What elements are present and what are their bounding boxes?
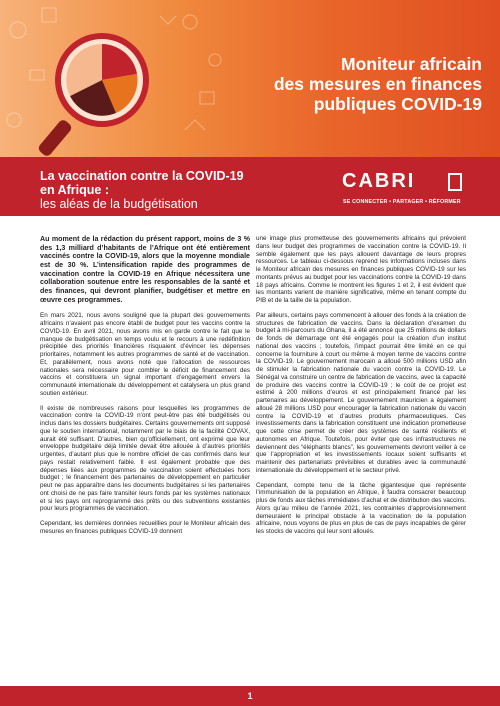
article-title-line-1: La vaccination contre la COVID-19: [40, 169, 244, 183]
article-title: [40, 169, 290, 197]
paragraph-6: Cependant, compte tenu de la tâche gigantesque que représente l’immunisation de la population en Afrique, il faudra consacrer beaucoup plus de fonds aux tâches immédiates d’achat et de distribution des vaccins. Alors qu’au milieu de l’année 2021, les contraintes d’approvisionnement demeuraient le principal obstacle à la vaccination de la population africaine, nous voyons de plus en plus de cas de pays incapables de gérer les stocks de vaccins qui leur sont alloués.: [256, 481, 467, 535]
paragraph-5: Par ailleurs, certains pays commencent à allouer des fonds à la création de structures de fabrication de vaccins. Dans la déclaration d’examen du budget à mi-parcours du Ghana, il a été annoncé que 25 millions de dollars de fonds de démarrage ont été engagés pour la création d’un institut national des vaccins ; toutefois, l’impact pourrait être limité en ce qui concerne la fourniture à court ou même à moyen terme de vaccins contre la COVID-19. Le gouvernement marocain a alloué 500 millions USD afin de stimuler la fabrication nationale du vaccin contre la COVID-19. Le Sénégal va construire un centre de fabrication de vaccins, avec la capacité de produire des vaccins contre la COVID-19 ; le coût de ce projet est estimé à 200 millions d’euros et est principalement financé par les partenaires au développement. Le gouvernement mauricien a également alloué 28 millions USD pour encourager la fabrication nationale du vaccin contre la COVID-19 et d’autres produits pharmaceutiques. Ces investissements dans la fabrication constituent une indication prometteuse que cette crise permet de créer des systèmes de santé résilients et autonomes en Afrique. Toutefois, pour éviter que ces infrastructures ne deviennent des “éléphants blancs”, les gouvernements devront veiller à ce que l’appropriation et les investissements locaux soient suffisants et maintenir des partenariats prévisibles et durables avec la communauté internationale du développement et le secteur privé.: [256, 311, 466, 474]
paragraph-1: En mars 2021, nous avons souligné que la plupart des gouvernements africains n’avaient pas encore établi de budget pour les vaccins contre la COVID-19. En avril 2021, nous avons mis en garde contre le fait que le manque de budgétisation en temps voulu et le recours à une redéfinition précipitée des priorités financières risquaient d’évincer les dépenses prioritaires, notamment les autres programmes de santé et de vaccination. Et, parallèlement, nous avons noté que l’allocation de ressources nationales sera nécessaire pour combler le déficit de financement des vaccins et constituera un signal important d’engagement envers la communauté internationale du développement et catalysera un plus grand soutien extérieur.: [40, 312, 250, 397]
page-number: 1: [247, 691, 253, 701]
left-column: [40, 235, 250, 543]
article-title-line-2: en Afrique :: [40, 183, 109, 197]
paragraph-4: une image plus prometteuse des gouvernements africains qui prévoient dans leur budget des programmes de vaccination contre la COVID-19. Il semble également que les pays allouent davantage de leurs propres ressources. Le tableau ci-dessous reprend les informations incluses dans le Moniteur africain des mesures en finances publiques COVID-19 sur les montants prévus au budget pour les vaccinations contre la COVID-19 dans 18 pays africains. Comme le montrent les figures 1 et 2, il est évident que les montants varient de manière significative, même en tenant compte du PIB et de la taille de la population.: [256, 235, 466, 304]
cabri-logo-mark: [448, 173, 462, 191]
hero-banner: [0, 0, 500, 157]
cabri-logo: CABRI: [342, 170, 416, 192]
right-column: [256, 235, 466, 543]
logo-tagline: SE CONNECTER • PARTAGER • RÉFORMER: [343, 199, 461, 205]
title-line-1: Moniteur africain: [341, 54, 482, 74]
report-title: [192, 54, 482, 114]
article-subtitle: les aléas de la budgétisation: [40, 197, 198, 211]
paragraph-3: Cependant, les dernières données recueillies pour le Moniteur africain des mesures en finances publiques COVID-19 donnent: [40, 520, 250, 535]
title-line-2: des mesures en finances: [273, 74, 482, 94]
paragraph-2: Il existe de nombreuses raisons pour lesquelles les programmes de vaccination contre la COVID-19 n’ont peut-être pas été budgétisés ou inclus dans les dossiers budgétaires. Certains gouvernements ont supposé que le soutien international, notamment par le biais de la facilité COVAX, aurait été suffisant. D’autres, bien qu’officiellement, ont exprimé que leur enveloppe budgétaire déjà limitée devait être allouée à d’autres priorités urgentes, d’autant plus que le nombre officiel de cas confirmés dans leur pays restait relativement faible. Il est également probable que des dépenses liées aux programmes de vaccination soient effectuées hors budget ; le financement des partenaires de développement en particulier peut ne pas apparaître dans les documents budgétaires si les partenaires ont choisi de ne pas faire transiter leurs fonds par les systèmes nationaux et si les pays ont reprogrammé des prêts ou des subventions existantes pour leurs programmes de vaccination.: [40, 404, 250, 513]
title-line-3: publiques COVID-19: [313, 94, 482, 114]
lead-paragraph: Au moment de la rédaction du présent rapport, moins de 3 % des 1,3 milliard d’habitants de l’Afrique ont été entièrement vaccinés contre la COVID-19, alors que la moyenne mondiale est de 30 %. L’intensification rapide des programmes de vaccination contre la COVID-19 en Afrique nécessitera une collaboration soutenue entre les responsables de la santé et des finances, qui devront planifier, budgétiser et mettre en œuvre ces programmes.: [40, 235, 250, 304]
